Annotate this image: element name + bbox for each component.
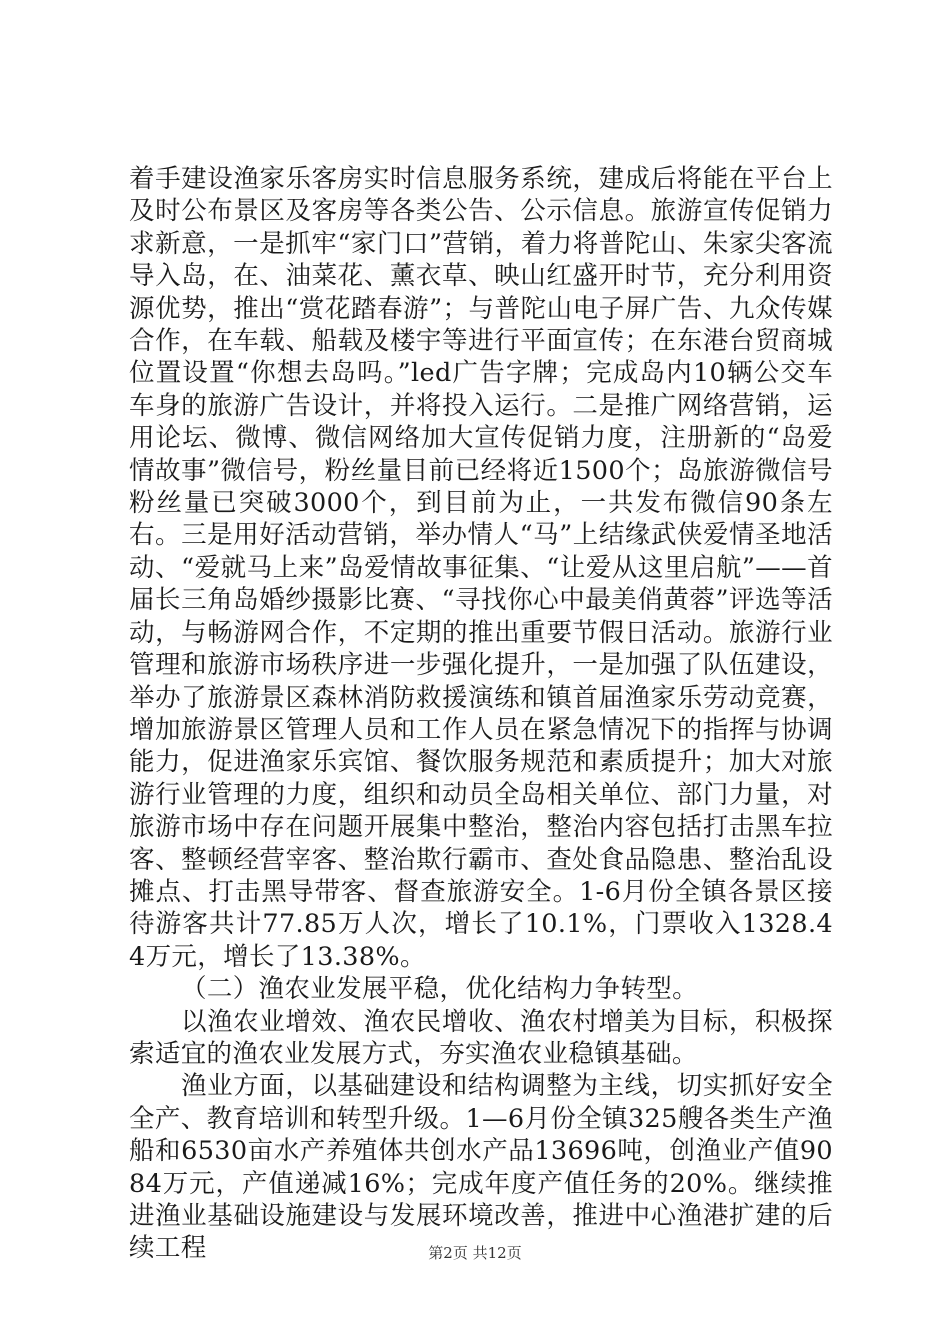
paragraph-fishery-details: 渔业方面，以基础建设和结构调整为主线，切实抓好安全全产、教育培训和转型升级。1—6月份全镇325艘各类生产渔船和6530亩水产养殖体共创水产品13696吨，创渔业产值9084万元，产值递减16%；完成年度产值任务的20%。继续推进渔业基础设施建设与发展环境改善，推进中心渔港扩建的后续工程 — [129, 1071, 833, 1264]
paragraph-tourism: 着手建设渔家乐客房实时信息服务系统，建成后将能在平台上及时公布景区及客房等各类公告、公示信息。旅游宣传促销力求新意，一是抓牢“家门口”营销，着力将普陀山、朱家尖客流导入岛，在、油菜花、薰衣草、映山红盛开时节，充分利用资源优势，推出“赏花踏春游”；与普陀山电子屏广告、九众传媒合作，在车载、船载及楼宇等进行平面宣传；在东港台贸商城位置设置“你想去岛吗。”led广告字牌；完成岛内10辆公交车车身的旅游广告设计，并将投入运行。二是推广网络营销，运用论坛、微博、微信网络加大宣传促销力度，注册新的“岛爱情故事”微信号，粉丝量目前已经将近1500个；岛旅游微信号粉丝量已突破3000个，到目前为止，一共发布微信90条左右。三是用好活动营销，举办情人“马”上结缘武侠爱情圣地活动、“爱就马上来”岛爱情故事征集、“让爱从这里启航”——首届长三角岛婚纱摄影比赛、“寻找你心中最美俏黄蓉”评选等活动，与畅游网合作，不定期的推出重要节假日活动。旅游行业管理和旅游市场秩序进一步强化提升，一是加强了队伍建设，举办了旅游景区森林消防救援演练和镇首届渔家乐劳动竞赛，增加旅游景区管理人员和工作人员在紧急情况下的指挥与协调能力，促进渔家乐宾馆、餐饮服务规范和素质提升；加大对旅游行业管理的力度，组织和动员全岛相关单位、部门力量，对旅游市场中存在问题开展集中整治，整治内容包括打击黑车拉客、整顿经营宰客、整治欺行霸市、查处食品隐患、整治乱设摊点、打击黑导带客、督查旅游安全。1-6月份全镇各景区接待游客共计77.85万人次，增长了10.1%，门票收入1328.44万元，增长了13.38%。 — [129, 164, 833, 972]
section-heading-fishery-agriculture: （二）渔农业发展平稳，优化结构力争转型。 — [181, 974, 699, 1005]
page-number-label: 第2页 共12页 — [428, 1244, 522, 1262]
page-footer — [0, 1242, 950, 1263]
document-body — [129, 163, 833, 1265]
paragraph-fishery-goals: 以渔农业增效、渔农民增收、渔农村增美为目标，积极探索适宜的渔农业发展方式，夯实渔农业稳镇基础。 — [129, 1006, 833, 1069]
